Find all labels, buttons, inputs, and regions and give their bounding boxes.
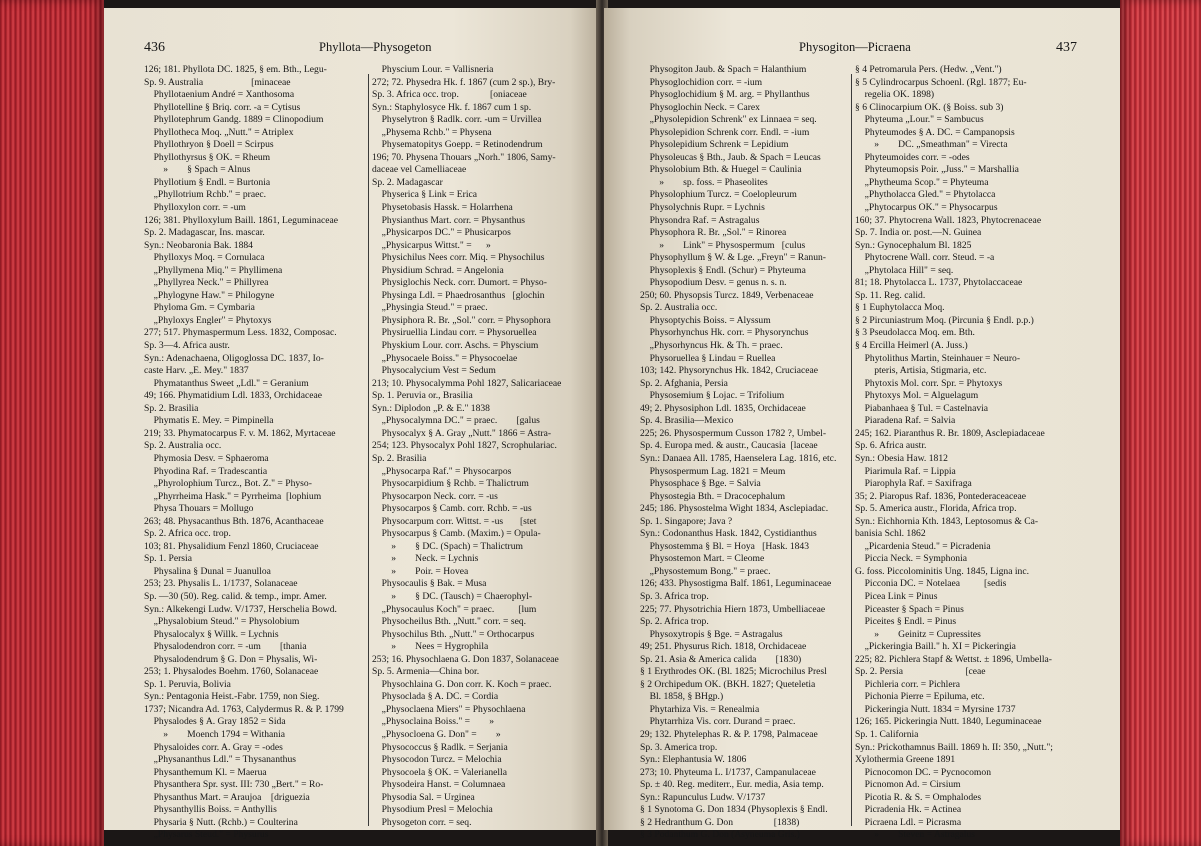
entry-line: Physoruellea § Lindau = Ruellea (640, 352, 776, 364)
left-column-2 (372, 64, 598, 829)
entry-line: „Physananthus Ldl." = Thysananthus (144, 754, 296, 766)
entry-line: Sp. 1. Singapore; Java ? (640, 515, 733, 527)
entry-line: Syn.: Alkekengi Ludw. V/1737, Herschelia Bowd. (144, 603, 337, 615)
entry-line: Sp. 6. Africa austr. (855, 440, 927, 452)
entry-line: Physalodendron corr. = -um [thania (144, 641, 307, 653)
entry-line: » DC. „Smeathman" = Virecta (855, 139, 1008, 151)
entry-line: Phyteumodes § A. DC. = Campanopsis (855, 126, 1015, 138)
entry-line: Pichonia Pierre = Epiluma, etc. (855, 691, 985, 703)
entry-line: 126; 381. Phylloxylum Baill. 1861, Leguminaceae (144, 214, 338, 226)
right-page (604, 8, 1120, 841)
entry-line: Phyllotium § Endl. = Burtonia (144, 176, 271, 188)
entry-line: Syn.: Eichhornia Kth. 1843, Leptosomus & Ca- (855, 515, 1039, 527)
entry-line: Physoptychis Boiss. = Alyssum (640, 314, 771, 326)
entry-line: Piabanhaea § Tul. = Castelnavia (855, 402, 989, 414)
entry-line: Sp. 2. Australia occ. (640, 302, 718, 314)
entry-line: Sp. 4. Brasilia—Mexico (640, 415, 734, 427)
entry-line: Phymatanthus Sweet „Ldl." = Geranium (144, 377, 309, 389)
entry-line: „Physorhyncus Hk. & Th. = praec. (640, 340, 783, 352)
entry-line: 277; 517. Phymaspermum Less. 1832, Composac. (144, 327, 337, 339)
entry-line: 250; 60. Physopsis Turcz. 1849, Verbenaceae (640, 289, 814, 301)
entry-line: Physostegia Bth. = Dracocephalum (640, 490, 786, 502)
entry-line: Sp. —30 (50). Reg. calid. & temp., impr. Amer. (144, 590, 327, 602)
entry-line: 49; 251. Physurus Rich. 1818, Orchidaceae (640, 641, 807, 653)
entry-line: Physolobium Bth. & Huegel = Caulinia (640, 164, 802, 176)
entry-line: Syn.: Pentagonia Heist.-Fabr. 1759, non Sieg. (144, 691, 320, 703)
entry-line: Physocoela § OK. = Valerianella (372, 766, 507, 778)
entry-line: Physanthyllis Boiss. = Anthyllis (144, 804, 277, 816)
entry-line: Sp. 5. America austr., Florida, Africa trop. (855, 503, 1017, 515)
entry-line: 126; 165. Pickeringia Nutt. 1840, Leguminaceae (855, 716, 1042, 728)
entry-line: 263; 48. Physacanthus Bth. 1876, Acanthaceae (144, 515, 324, 527)
entry-line: Physostemon Mart. = Cleome (640, 553, 765, 565)
entry-line: „Physoclaina Boiss." = » (372, 716, 495, 728)
entry-line: Syn.: Elephantusia W. 1806 (640, 754, 747, 766)
left-column-1 (144, 64, 366, 842)
entry-line: Syn.: Gynocephalum Bl. 1825 (855, 239, 972, 251)
entry-line: Sp. 1. Peruvia, Bolivia (144, 678, 231, 690)
entry-line: Phyllothryon § Doell = Scirpus (144, 139, 274, 151)
entry-line: Physopodium Desv. = genus n. s. n. (640, 277, 787, 289)
entry-line: Physolophium Turcz. = Coelopleurum (640, 189, 797, 201)
entry-line: „Phyrrheima Hask." = Pyrrheima [lophium (144, 490, 322, 502)
entry-line: „Phyloxys Engler" = Phytoxys (144, 314, 272, 326)
entry-line: Xylothermia Greene 1891 (855, 754, 956, 766)
entry-line: » Steven = Astragalus (855, 829, 975, 841)
right-column-2 (855, 64, 1117, 842)
entry-line: Sp. 1. California (855, 728, 919, 740)
entry-line: pteris, Artisia, Stigmaria, etc. (855, 365, 987, 377)
entry-line: Sp. 3—4. Africa austr. (144, 340, 230, 352)
entry-line: Physococcus § Radlk. = Serjania (372, 741, 508, 753)
entry-line: Physaloides corr. A. Gray = -odes (144, 741, 283, 753)
entry-line: Physalocalyx § Willk. = Lychnis (144, 628, 279, 640)
entry-line: 253; 23. Physalis L. 1/1737, Solanaceae (144, 578, 298, 590)
entry-line: Sp. 2. Madagascar, Ins. mascar. (144, 227, 265, 239)
entry-line: 272; 72. Physedra Hk. f. 1867 (cum 2 sp.), Bry- (372, 76, 556, 88)
entry-line: 35; 2. Piaropus Raf. 1836, Pontederaceaceae (855, 490, 1027, 502)
entry-line: » § DC. (Spach) = Thalictrum (372, 540, 523, 552)
entry-line: Physochlaina G. Don corr. K. Koch = praec. (372, 678, 552, 690)
entry-line: Phylloxylon corr. = -um (144, 202, 246, 214)
entry-line: Physetobasis Hassk. = Holarrhena (372, 202, 513, 214)
entry-line: Syn.: Codonanthus Hask. 1842, Cystidianthus (640, 528, 817, 540)
entry-line: „Physicarpus Wittst." = » (372, 239, 491, 251)
entry-line: Physocarpum corr. Wittst. = -us [stet (372, 515, 537, 527)
entry-line: Syn.: Adenachaena, Oligoglossa DC. 1837, Io- (144, 352, 324, 364)
entry-line: „Phytocarpus OK." = Physocarpus (855, 202, 998, 214)
entry-line: 196; 70. Physena Thouars „Norh." 1806, Samy- (372, 151, 556, 163)
entry-line: 103; 142. Physorynchus Hk. 1842, Cruciaceae (640, 365, 818, 377)
entry-line: Bl. 1858, § BHgp.) (640, 691, 724, 703)
entry-line: „Phyllotrium Rchb." = praec. (144, 189, 267, 201)
entry-line: Phyloma Gm. = Cymbaria (144, 302, 255, 314)
entry-line: Phyllotaenium André = Xanthosoma (144, 89, 295, 101)
entry-line: Phytoxis Mol. corr. Spr. = Phytoxys (855, 377, 1003, 389)
entry-line: 126; 433. Physostigma Balf. 1861, Leguminaceae (640, 578, 832, 590)
entry-line: Sp. 2. Madagascar (372, 176, 443, 188)
entry-line: § 3 Podanthum G. Don (Asyneuma Gris.) (640, 829, 800, 841)
entry-line: Piarimula Raf. = Lippia (855, 465, 956, 477)
entry-line: „Phyrolophium Turcz., Bot. Z." = Physo- (144, 478, 312, 490)
left-running-head: Phyllota—Physogeton (319, 40, 432, 54)
entry-line: Physanthus Mart. = Araujoa [driguezia (144, 791, 310, 803)
entry-line: Phymatis E. Mey. = Pimpinella (144, 415, 274, 427)
entry-line: Physaria § Nutt. (Rchb.) = Coulterina (144, 816, 298, 828)
entry-line: Physolepidion Schrenk corr. Endl. = -ium (640, 126, 810, 138)
entry-line: 225; 82. Pichlera Stapf & Wettst. ± 1896, Umbella- (855, 653, 1052, 665)
entry-line: „Phytolaca Hill" = seq. (855, 264, 954, 276)
entry-line: Phymosia Desv. = Sphaeroma (144, 452, 269, 464)
entry-line: „Physolepidion Schrenk" ex Linnaea = seq. (640, 114, 817, 126)
entry-line: 213; 10. Physocalymma Pohl 1827, Salicariaceae (372, 377, 562, 389)
entry-line: „Physostemum Bong." = praec. (640, 565, 771, 577)
entry-line: Sp. 1. Persia (144, 553, 192, 565)
left-page (104, 8, 600, 841)
entry-line: 254; 123. Physocalyx Pohl 1827, Scrophulariac. (372, 440, 557, 452)
entry-line: caste Harv. „E. Mey." 1837 (144, 365, 249, 377)
entry-line: Physocheilus Bth. „Nutt." corr. = seq. (372, 616, 527, 628)
entry-line: Physocarpidium § Rchb. = Thalictrum (372, 478, 529, 490)
column-rule (851, 74, 852, 826)
entry-line: Sp. 2. Africa trop. (640, 616, 709, 628)
entry-line: Sp. 2. Afghania, Persia (640, 377, 728, 389)
entry-line: „Physicarpos DC." = Phusicarpos (372, 227, 511, 239)
entry-line: Picradenia Hk. = Actinea (855, 804, 962, 816)
entry-line: Phyllotheca Moq. „Nutt." = Atriplex (144, 126, 294, 138)
entry-line: Physiruellia Lindau corr. = Physoruellea (372, 327, 537, 339)
entry-line: „Physocaele Boiss." = Physocoelae (372, 352, 518, 364)
entry-line: Sp. ± 40. Reg. mediterr., Eur. media, Asia temp. (640, 779, 824, 791)
entry-line: „Phytholacca Gled." = Phytolacca (855, 189, 996, 201)
entry-line: 273; 10. Phyteuma L. I/1737, Campanulaceae (640, 766, 816, 778)
entry-line: „Phytheuma Scop." = Phyteuma (855, 176, 989, 188)
entry-line: Physophyllum § W. & Lge. „Freyn" = Ranun- (640, 252, 827, 264)
entry-line: Physichilus Nees corr. Miq. = Physochilus (372, 252, 545, 264)
entry-line: Physocalyx § A. Gray „Nutt." 1866 = Astra- (372, 427, 552, 439)
entry-line: Phyteumopsis Poir. „Juss." = Marshallia (855, 164, 1019, 176)
entry-line: Physochilus Bth. „Nutt." = Orthocarpus (372, 628, 535, 640)
entry-line: Physianthus Mart. corr. = Physanthus (372, 214, 526, 226)
entry-line: Physocalycium Vest = Sedum (372, 365, 496, 377)
entry-line: Picconia DC. = Notelaea [sedis (855, 578, 1007, 590)
entry-line: „Physocalymna DC." = praec. [galus (372, 415, 540, 427)
entry-line: § 4 Ercilla Heimerl (A. Juss.) (855, 340, 968, 352)
entry-line: § 2 Orchipedum OK. (BKH. 1827; Queteletia (640, 678, 816, 690)
entry-line: 1737; Nicandra Ad. 1763, Calydermus R. & P. 1799 (144, 703, 344, 715)
entry-line: Sp. 3. Africa trop. (640, 590, 709, 602)
entry-line: Piceaster § Spach = Pinus (855, 603, 964, 615)
entry-line: Sp. 7. India or. post.—N. Guinea (855, 227, 982, 239)
entry-line: Physosphace § Bge. = Salvia (640, 478, 761, 490)
entry-line: Physoplexis § Endl. (Schur) = Phyteuma (640, 264, 806, 276)
entry-line: „Physalobium Steud." = Physolobium (144, 616, 300, 628)
entry-line: Physoleucas § Bth., Jaub. & Spach = Leucas (640, 151, 821, 163)
entry-line: Physocarpos § Camb. corr. Rchb. = -us (372, 503, 532, 515)
entry-line: § 2 Hedranthum G. Don [1838) (640, 816, 800, 828)
entry-line: 225; 26. Physospermum Cusson 1782 ?, Umbel- (640, 427, 827, 439)
entry-line: Syn.: Neobaronia Bak. 1884 (144, 239, 253, 251)
entry-line: 81; 18. Phytolacca L. 1737, Phytolaccaceae (855, 277, 1023, 289)
entry-line: Sp. 5. Armenia—China bor. (372, 666, 480, 678)
entry-line: Physocodon Turcz. = Melochia (372, 754, 502, 766)
entry-line: Phytarrhiza Vis. corr. Durand = praec. (640, 716, 796, 728)
entry-line: 126; 181. Phyllota DC. 1825, § em. Bth., Legu- (144, 64, 327, 75)
entry-line: Physkium Lour. corr. Aschs. = Physcium (372, 340, 539, 352)
entry-line: Sp. 2. Brasilia (144, 402, 199, 414)
entry-line: Physcium Lour. = Vallisneria (372, 64, 494, 75)
entry-line: Syn.: Prickothamnus Baill. 1869 h. II: 350, „Nutt."; (855, 741, 1053, 753)
entry-line: regelia OK. 1898) (855, 89, 935, 101)
entry-line: banisia Schl. 1862 (855, 528, 926, 540)
entry-line: Sp. 11. Reg. calid. (855, 289, 926, 301)
entry-line: § 5 Cylindrocarpus Schoenl. (Rgl. 1877; Eu- (855, 76, 1027, 88)
entry-line: Physa Thouars = Mollugo (144, 503, 254, 515)
entry-line: Pickeringia Nutt. 1834 = Myrsine 1737 (855, 703, 1016, 715)
entry-line: Physocarpus § Camb. (Maxim.) = Opula- (372, 528, 541, 540)
entry-line: Physolychnis Rupr. = Lychnis (640, 202, 765, 214)
entry-line: 253; 1. Physalodes Boehm. 1760, Solanaceae (144, 666, 319, 678)
entry-line: Physodium Presl = Melochia (372, 804, 493, 816)
entry-line: Phyllotelline § Briq. corr. -a = Cytisus (144, 101, 301, 113)
entry-line: Physoclada § A. DC. = Cordia (372, 691, 499, 703)
entry-line: Picotia R. & S. = Omphalodes (855, 791, 982, 803)
entry-line: Syn.: Rapunculus Ludw. V/1737 (640, 791, 766, 803)
entry-line: Physoglochidion corr. = -ium (640, 76, 763, 88)
entry-line: » Neck. = Lychnis (372, 553, 479, 565)
entry-line: » Geinitz = Cupressites (855, 628, 981, 640)
entry-line: Picnomon Ad. = Cirsium (855, 779, 961, 791)
right-column-1 (640, 64, 848, 842)
entry-line: Phyteuma „Lour." = Sambucus (855, 114, 984, 126)
entry-line: » sp. foss. = Phaseolites (640, 176, 768, 188)
entry-line: Phytocrene Wall. corr. Steud. = -a (855, 252, 995, 264)
entry-line: „Physocloena G. Don" = » (372, 728, 501, 740)
entry-line: Physiphora R. Br. „Sol." corr. = Physophora (372, 314, 551, 326)
entry-line: 49; 2. Physosiphon Ldl. 1835, Orchidaceae (640, 402, 806, 414)
entry-line: Sp. 1. Peruvia or., Brasilia (372, 390, 473, 402)
entry-line: „Physingia Steud." = praec. (372, 302, 488, 314)
entry-line: „Picardenia Steud." = Picradenia (855, 540, 991, 552)
entry-line: Physolepidium Schrenk = Lepidium (640, 139, 789, 151)
entry-line: Physanthera Spr. syst. III: 730 „Bert." = Ro- (144, 779, 324, 791)
entry-line: Physondra Raf. = Astragalus (640, 214, 760, 226)
entry-line: Syn.: Danaea All. 1785, Haenselera Lag. 1816, etc. (640, 452, 837, 464)
entry-line: „Phylogyne Haw." = Philogyne (144, 289, 275, 301)
entry-line: Sp. 4. Europa med. & austr., Caucasia [laceae (640, 440, 818, 452)
entry-line: 49; 166. Phymatidium Ldl. 1833, Orchidaceae (144, 390, 322, 402)
entry-line: Sp. 3. America trop. (640, 741, 718, 753)
entry-line: Picraena Ldl. = Picrasma (855, 816, 962, 828)
entry-line: „Physocarpa Raf." = Physocarpos (372, 465, 512, 477)
entry-line: „Physocaulus Koch" = praec. [lum (372, 603, 537, 615)
left-page-number: 436 (144, 40, 165, 55)
right-running-head: Physogiton—Picraena (799, 40, 911, 54)
entry-line: Phytoxys Mol. = Alguelagum (855, 390, 979, 402)
entry-line: „Physarus Steud." = Physurus (144, 829, 269, 841)
entry-line: Sp. 2. Brasilia (372, 452, 427, 464)
entry-line: » Nees = Hygrophila (372, 641, 489, 653)
entry-line: Physogeton corr. = seq. (372, 816, 472, 828)
left-page-edges (0, 0, 104, 846)
entry-line: „Phyllymena Miq." = Phyllimena (144, 264, 283, 276)
entry-line: Physidium Schrad. = Angelonia (372, 264, 504, 276)
entry-line: Phyodina Raf. = Tradescantia (144, 465, 268, 477)
entry-line: Phyteumoides corr. = -odes (855, 151, 970, 163)
entry-line: Physinga Ldl. = Phaedrosanthus [glochin (372, 289, 545, 301)
right-page-edges (1120, 0, 1201, 846)
entry-line: 160; 37. Phytocrena Wall. 1823, Phytocrenaceae (855, 214, 1042, 226)
entry-line: § 6 Clinocarpium OK. (§ Boiss. sub 3) (855, 101, 1004, 113)
right-page-number: 437 (1056, 40, 1077, 55)
entry-line: 219; 33. Phymatocarpus F. v. M. 1862, Myrtaceae (144, 427, 336, 439)
entry-line: „Phyllyrea Neck." = Phillyrea (144, 277, 269, 289)
entry-line: Physalodes § A. Gray 1852 = Sida (144, 716, 286, 728)
entry-line: Physocaulis § Bak. = Musa (372, 578, 487, 590)
entry-line: 245; 162. Piaranthus R. Br. 1809, Asclepiadaceae (855, 427, 1045, 439)
entry-line: § 1 Euphytolacca Moq. (855, 302, 945, 314)
entry-line: Sp. 9. Australia [minaceae (144, 76, 291, 88)
entry-line: Sp. 2. Australia occ. (144, 440, 222, 452)
entry-line: Physanthemum Kl. = Maerua (144, 766, 267, 778)
entry-line: „Pickeringia Baill." h. XI = Pickeringia (855, 641, 1016, 653)
entry-line: Picnocomon DC. = Pycnocomon (855, 766, 991, 778)
entry-line: Physogiton Jaub. & Spach = Halanthium (640, 64, 807, 75)
entry-line: Phyllothyrsus § OK. = Rheum (144, 151, 271, 163)
entry-line: Syn.: Staphylosyce Hk. f. 1867 cum 1 sp. (372, 101, 532, 113)
entry-line: Physocarpon Neck. corr. = -us (372, 490, 498, 502)
entry-line: Physostemma § Bl. = Hoya [Hask. 1843 (640, 540, 810, 552)
entry-line: 225; 77. Physotrichia Hiern 1873, Umbelliaceae (640, 603, 826, 615)
entry-line: Physorhynchus Hk. corr. = Physorynchus (640, 327, 809, 339)
entry-line: Physalodendrum § G. Don = Physalis, Wi- (144, 653, 318, 665)
entry-line: Physophora R. Br. „Sol." = Rinorea (640, 227, 787, 239)
entry-line: § 1 Synotoma G. Don 1834 (Physoplexis § Endl. (640, 804, 828, 816)
entry-line: § 4 Petromarula Pers. (Hedw. „Vent.") (855, 64, 1002, 75)
entry-line: Physoxytropis § Bge. = Astragalus (640, 628, 783, 640)
entry-line: „Physema Rchb." = Physena (372, 126, 492, 138)
entry-line: Phyllotephrum Gandg. 1889 = Clinopodium (144, 114, 324, 126)
entry-line: Syn.: Obesia Haw. 1812 (855, 452, 948, 464)
entry-line: § 3 Pseudolacca Moq. em. Bth. (855, 327, 975, 339)
column-rule (368, 74, 369, 826)
entry-line: Sp. 21. Asia & America calida [1830) (640, 653, 802, 665)
entry-line: Sp. 2. Persia [ceae (855, 666, 986, 678)
entry-line: 253; 16. Physochlaena G. Don 1837, Solanaceae (372, 653, 559, 665)
entry-line: » Link" = Physospermum [culus (640, 239, 806, 251)
entry-line: Physosemium § Lojac. = Trifolium (640, 390, 785, 402)
entry-line: Phylloxys Moq. = Cornulaca (144, 252, 265, 264)
entry-line: Physiglochis Neck. corr. Dumort. = Physo- (372, 277, 547, 289)
entry-line: Physospermum Lag. 1821 = Meum (640, 465, 786, 477)
entry-line: Physematopitys Goepp. = Retinodendrum (372, 139, 543, 151)
entry-line: G. foss. Piccolominitis Ung. 1845, Ligna inc. (855, 565, 1030, 577)
entry-line: » Poir. = Hovea (372, 565, 469, 577)
entry-line: Physelytron § Radlk. corr. -um = Urvillea (372, 114, 542, 126)
entry-line: Phytolithus Martin, Steinhauer = Neuro- (855, 352, 1021, 364)
entry-line: Physodeira Hanst. = Columnaea (372, 779, 506, 791)
entry-line: § 1 Erythrodes OK. (Bl. 1825; Microchilus Presl (640, 666, 827, 678)
entry-line: Phytarhiza Vis. = Renealmia (640, 703, 760, 715)
entry-line: Sp. 2. Africa occ. trop. (144, 528, 231, 540)
entry-line: Physodia Sal. = Urginea (372, 791, 475, 803)
entry-line: Physalina § Dunal = Juanulloa (144, 565, 271, 577)
entry-line: 245; 186. Physostelma Wight 1834, Asclepiadac. (640, 503, 829, 515)
entry-line: Pichleria corr. = Pichlera (855, 678, 961, 690)
entry-line: Sp. 3. Africa occ. trop. [oniaceae (372, 89, 527, 101)
entry-line: Picea Link = Pinus (855, 590, 938, 602)
entry-line: » § Spach = Alnus (144, 164, 251, 176)
entry-line: Physerica § Link = Erica (372, 189, 478, 201)
entry-line: Physoglochidium § M. arg. = Phyllanthus (640, 89, 810, 101)
entry-line: Physoglochin Neck. = Carex (640, 101, 760, 113)
entry-line: Piceites § Endl. = Pinus (855, 616, 957, 628)
entry-line: 29; 132. Phytelephas R. & P. 1798, Palmaceae (640, 728, 818, 740)
entry-line: Piaradena Raf. = Salvia (855, 415, 956, 427)
entry-line: Piccia Neck. = Symphonia (855, 553, 967, 565)
entry-line: „Physoclaena Miers" = Physochlaena (372, 703, 526, 715)
entry-line: Piarophyla Raf. = Saxifraga (855, 478, 972, 490)
entry-line: Syn.: Diplodon „P. & E." 1838 (372, 402, 490, 414)
entry-line: § 2 Pircuniastrum Moq. (Pircunia § Endl. p.p.) (855, 314, 1034, 326)
entry-line: daceae vel Camelliaceae (372, 164, 467, 176)
entry-line: » Moench 1794 = Withania (144, 728, 286, 740)
entry-line: » § DC. (Tausch) = Chaerophyl- (372, 590, 533, 602)
entry-line: 103; 81. Physalidium Fenzl 1860, Cruciaceae (144, 540, 319, 552)
